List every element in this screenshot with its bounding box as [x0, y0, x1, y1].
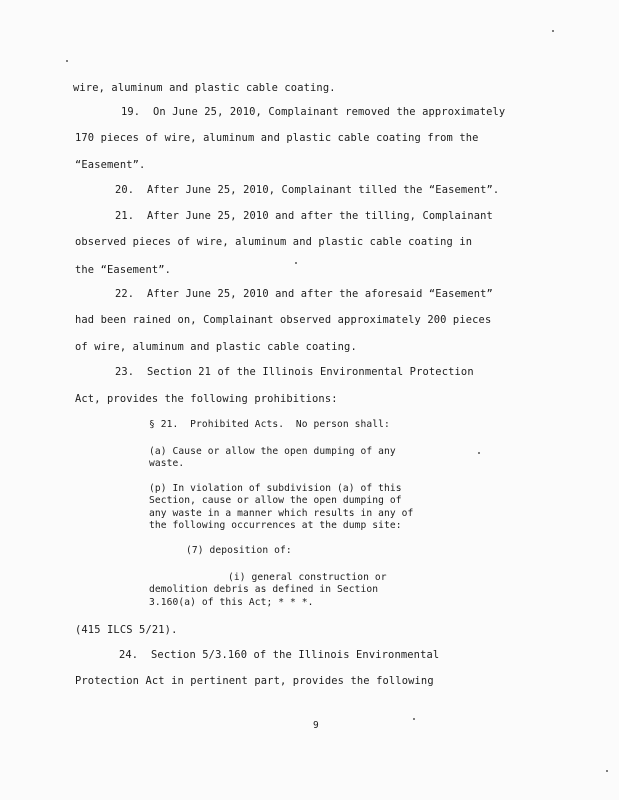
paragraph-23-line: 23. Section 21 of the Illinois Environmental Protection — [115, 366, 474, 378]
body-line: had been rained on, Complainant observed approximately 200 pieces — [75, 314, 492, 326]
paragraph-20-line: 20. After June 25, 2010, Complainant tilled the “Easement”. — [115, 184, 500, 196]
quote-line: (7) deposition of: — [186, 545, 292, 556]
body-line: “Easement”. — [75, 159, 146, 171]
body-line: of wire, aluminum and plastic cable coating. — [75, 341, 357, 353]
body-line: wire, aluminum and plastic cable coating. — [73, 82, 336, 94]
quote-line: the following occurrences at the dump site: — [149, 520, 402, 531]
quote-line: any waste in a manner which results in any of — [149, 508, 414, 519]
paragraph-19-line: 19. On June 25, 2010, Complainant removed the approximately — [121, 106, 506, 118]
quote-heading: § 21. Prohibited Acts. No person shall: — [149, 419, 390, 430]
body-line: 170 pieces of wire, aluminum and plastic cable coating from the — [75, 132, 479, 144]
quote-line: waste. — [149, 458, 185, 469]
paragraph-24-line: 24. Section 5/3.160 of the Illinois Environmental — [119, 649, 440, 661]
scan-speck — [606, 770, 608, 772]
quote-line: (p) In violation of subdivision (a) of this — [149, 483, 402, 494]
scan-speck — [552, 30, 554, 32]
page-number: 9 — [313, 720, 319, 731]
scan-speck — [413, 718, 415, 720]
quote-line: (a) Cause or allow the open dumping of any — [149, 446, 396, 457]
scan-speck — [478, 452, 480, 454]
body-line: Act, provides the following prohibitions: — [75, 393, 338, 405]
body-line: observed pieces of wire, aluminum and plastic cable coating in — [75, 236, 473, 248]
body-line: Protection Act in pertinent part, provides the following — [75, 675, 434, 687]
quote-line: demolition debris as defined in Section — [149, 584, 379, 595]
paragraph-22-line: 22. After June 25, 2010 and after the aforesaid “Easement” — [115, 288, 493, 300]
quote-line: (i) general construction or — [228, 572, 387, 583]
scan-speck — [66, 60, 68, 62]
scan-speck — [295, 262, 297, 264]
body-line: the “Easement”. — [75, 264, 172, 276]
quote-line: Section, cause or allow the open dumping of — [149, 495, 402, 506]
quote-line: 3.160(a) of this Act; * * *. — [149, 597, 314, 608]
paragraph-21-line: 21. After June 25, 2010 and after the tilling, Complainant — [115, 210, 493, 222]
citation: (415 ILCS 5/21). — [75, 624, 178, 636]
